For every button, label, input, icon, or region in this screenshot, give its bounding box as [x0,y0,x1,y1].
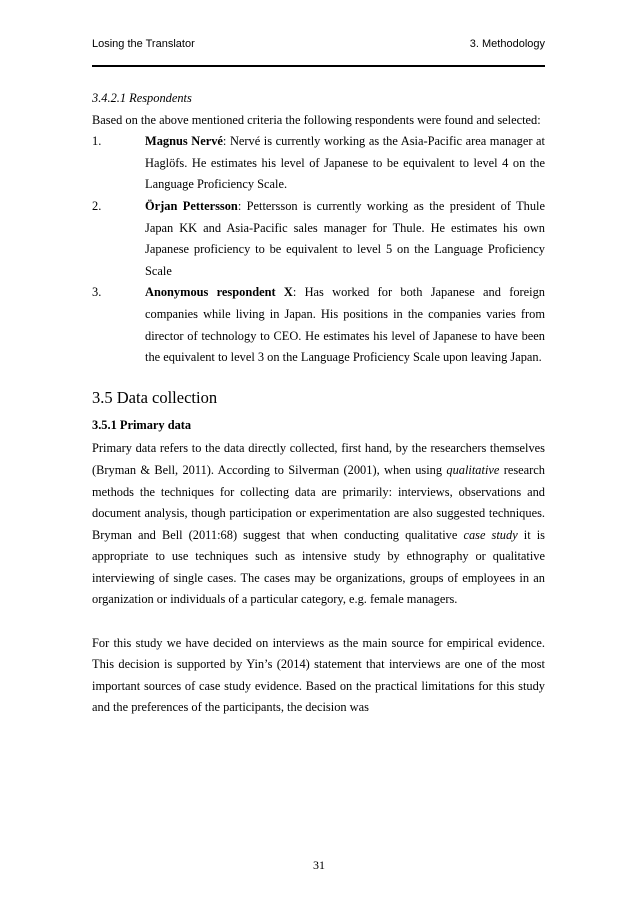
respondent-description: : Has worked for both Japanese and foreign companies while living in Japan. His positions in the companies varies from director of technology to CEO. He estimates his level of Japanese to have been the equivalent to level 3 on the Language Proficiency Scale upon leaving Japan. [145,285,545,365]
respondent-item-2 [92,196,545,282]
list-number: 2. [92,198,102,213]
primary-data-paragraph-2: For this study we have decided on interviews as the main source for empirical evidence. This decision is supported by Yin’s (2014) statement that interviews are one of the most important sources of case study evidence. Based on the practical limitations for this study and the preferences of the participants, the decision was [92,635,545,715]
page-body [92,88,545,719]
italic-term: case study [463,527,518,542]
list-number: 3. [92,285,102,300]
paragraph-spacer [92,611,545,633]
respondent-item-3 [92,282,545,368]
respondents-intro: Based on the above mentioned criteria the following respondents were found and selected: [92,112,541,127]
running-header [92,38,545,56]
respondent-name: Magnus Nervé [145,134,223,149]
respondent-name: Anonymous respondent X [145,285,293,300]
page-number: 31 [313,858,325,872]
list-number: 1. [92,134,102,149]
primary-data-paragraph-1: Primary data refers to the data directly collected, first hand, by the researchers themselves (Bryman & Bell, 2011). According to Silverman (2001), when using qualitative research methods the techniques for collecting data are primarily: interviews, observations and document analysis, though participation or experimentation are also suggested techniques. Bryman and Bell (2011:68) suggest that when conducting qualitative case study it is appropriate to use techniques such as intensive study by ethnography or qualitative interviewing of single cases. The cases may be organizations, groups of employees in an organization or individuals of a particular category, e.g. female managers. [92,441,545,607]
respondent-name: Örjan Pettersson [145,198,238,213]
header-chapter: 3. Methodology [469,38,545,50]
italic-term: qualitative [446,462,500,477]
header-rule [92,65,545,67]
respondent-item-1 [92,131,545,196]
header-title: Losing the Translator [92,38,195,50]
respondent-description: : Pettersson is currently working as the president of Thule Japan KK and Asia-Pacific sales manager for Thule. He estimates his own Japanese proficiency to be equivalent to level 5 on the Language Proficiency Scale [145,198,546,278]
respondents-heading: 3.4.2.1 Respondents [92,91,192,105]
subsection-heading-primary-data: 3.5.1 Primary data [92,417,192,432]
section-heading-data-collection: 3.5 Data collection [92,387,218,407]
respondent-description: : Nervé is currently working as the Asia-Pacific area manager at Haglöfs. He estimates his level of Japanese to be equivalent to level 4 on the Language Proficiency Scale. [145,134,545,192]
